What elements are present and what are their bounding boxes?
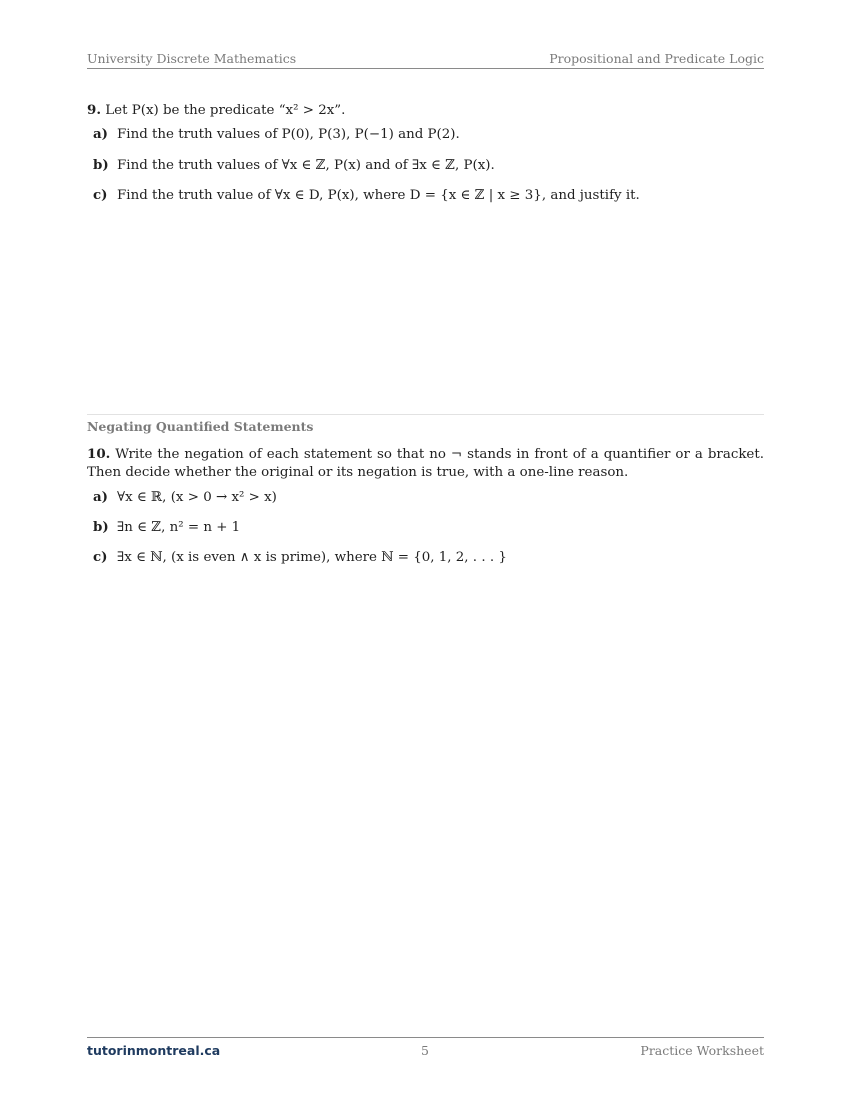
problem-9-intro [87, 101, 345, 120]
problem-9c-label: c) [93, 187, 108, 203]
problem-10c [93, 548, 507, 567]
footer-divider [87, 1037, 764, 1038]
problem-9a-text: Find the truth values of P(0), P(3), P(−1) and P(2). [117, 127, 460, 142]
problem-10-number: 10. [87, 446, 111, 462]
footer-site-link[interactable]: tutorinmontreal.ca [87, 1043, 221, 1058]
page-header [87, 50, 764, 69]
problem-9b [93, 156, 495, 175]
problem-10c-text: ∃x ∈ ℕ, (x is even ∧ x is prime), where ℕ = {0, 1, 2, . . . } [117, 550, 507, 565]
problem-9c-text: Find the truth value of ∀x ∈ D, P(x), where D = {x ∈ ℤ | x ≥ 3}, and justify it. [117, 188, 640, 203]
section-title: Negating Quantified Statements [87, 419, 314, 434]
header-course-title: University Discrete Mathematics [87, 51, 297, 66]
header-chapter-title: Propositional and Predicate Logic [549, 51, 764, 66]
footer-page-number: 5 [421, 1043, 429, 1058]
problem-10c-label: c) [93, 549, 108, 565]
problem-9a-label: a) [93, 126, 109, 142]
problem-10b-label: b) [93, 519, 109, 535]
problem-9b-text: Find the truth values of ∀x ∈ ℤ, P(x) and of ∃x ∈ ℤ, P(x). [117, 158, 495, 173]
problem-9a [93, 125, 460, 144]
problem-9c [93, 186, 640, 205]
problem-9b-label: b) [93, 157, 109, 173]
footer-doc-type: Practice Worksheet [640, 1043, 764, 1058]
problem-9-text: Let P(x) be the predicate “x² > 2x”. [105, 103, 346, 118]
problem-10-text: Write the negation of each statement so that no ¬ stands in front of a quantifier or a bracket. Then decide whether the original or its negation is true, with a one-line reason. [87, 447, 764, 480]
problem-10a [93, 488, 277, 507]
problem-10b-text: ∃n ∈ ℤ, n² = n + 1 [117, 520, 241, 535]
section-divider [87, 414, 764, 415]
problem-10-intro [87, 445, 764, 482]
problem-10a-label: a) [93, 489, 109, 505]
problem-10b [93, 518, 240, 537]
problem-9-number: 9. [87, 102, 101, 118]
problem-10a-text: ∀x ∈ ℝ, (x > 0 → x² > x) [117, 490, 277, 505]
